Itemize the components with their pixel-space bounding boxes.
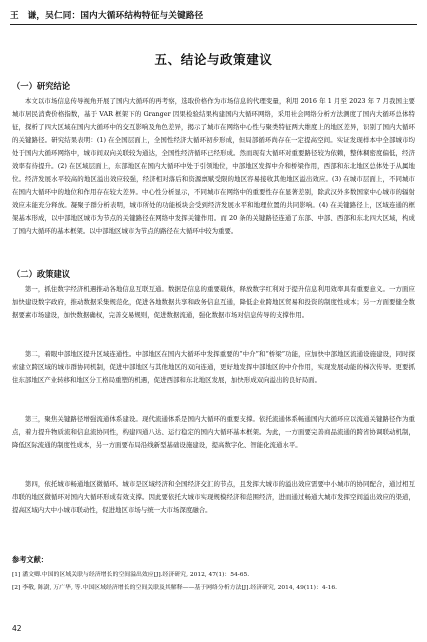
- page-number: 42: [12, 624, 22, 633]
- section-title: 五、结论与政策建议: [154, 52, 273, 67]
- subsection-heading-policy: （二）政策建议: [12, 269, 71, 279]
- header-rule: [10, 24, 417, 25]
- paragraph-policy-2: 第二，着眼中部地区提升区域连通性。中部地区在国内大循环中发挥重要的“中介”和“桥梁”功能，应加快中部地区流通设施建设，同时探索建立跨区域的城市群协同机制，促进中部地区与其他地区的双向连通，更好地发挥中部地区的中介作用，实现发展动能的梯次传导。更要抓住东部地区产业转移和地区分工格局重塑的机遇，促进西部和东北地区发展，加快形成双向溢出的良好局面。: [12, 350, 415, 384]
- paragraph-policy-1: 第一，抓住数字经济机遇推动各地信息互联互通。数据是信息的重要载体，释放数字红利对于提升信息利用效率具有重要意义。一方面应加快建设数字政府，推动数据采集规范化，促进各地数据共享和政务信息互通，降低企业跨地区贸易和投资的制度性成本；另一方面要健全数据要素市场建设，加快数据确权，完善交易规则，促进数据流通，强化数据市场对信息传导的支撑作用。: [12, 285, 415, 319]
- references-list: [12, 569, 415, 595]
- reference-item: [1] 潘文卿.中国的区域关联与经济增长的空间溢出效应[J].经济研究, 2012, 47(1)：54-65.: [12, 572, 250, 578]
- reference-item: [2] 李敬, 陈澍, 万广华, 等.中国区域经济增长的空间关联及其解释——基于网络分析方法[J].经济研究, 2014, 49(11)：4-16.: [12, 585, 337, 591]
- running-head: 王 谦，吴仁同：国内大循环结构特征与关键路径: [10, 11, 204, 21]
- paragraph-policy-4: 第四，依托城市畅通地区微循环。城市是区域经济和全国经济交汇的节点，且发挥大城市的溢出效应需要中小城市的协同配合，通过相互串联的地区微循环对国内大循环形成有效支撑。因此要依托大城市实现规模经济和范围经济，进而通过畅通大城市发挥空间溢出效应的渠道，提高区域内大中小城市联动性，促进地区市场与统一大市场深度融合。: [12, 480, 415, 514]
- references-heading: 参考文献：: [12, 555, 48, 564]
- paragraph-policy-3: 第三，聚焦关键路径增强流通体系建设。现代流通体系是国内大循环的重要支撑。依托流通体系畅通国内大循环应以流通关键路径作为重点，着力提升物质流和信息流协同性，构建四通八达、运行稳定的国内大循环基本框架。为此，一方面要完善商品流通的跨省协调联动机制，降低区际流通的制度性成本，另一方面要布局沿线新型基础设施建设，提高数字化、智能化流通水平。: [12, 415, 415, 449]
- paragraph-conclusions: 本文以市场信息传导视角开展了国内大循环的再考察，选取价格作为市场信息的代理变量，利用 2016 年 1 月至 2023 年 7 月我国主要城市居民消费价格指数，基于 VAR 框架下的 Granger 因果检验结果构建国内大循环网络，采用社会网络分析方法测度了国内大循环总体特征，探析了四大区域在国内大循环中的交互影响及角色差异，揭示了城市在网络中心性与聚类特征两大维度上的地区差异，识别了国内大循环的关键路径。研究结果表明：(1) 在全国层面上，全国性经济大循环初步形成，但局部循环尚存在一定提高空间。实证发现样本中全部城市均处于国内大循环网络中，城市间双向关联较为通达，全国性经济循环已经形成。然而现有大循环对重要路径较为依赖，整体稠密度偏低，经济效率有待提升。(2) 在区域层面上，东部地区在国内大循环中处于引领地位，中部地区发挥中介和桥梁作用，西部和东北地区总体处于从属地位。经济发展水平较高的地区溢出效应较强，经济相对落后和资源禀赋受限的地区容易接收其他地区溢出效应。(3) 在城市层面上，不同城市在国内大循环中的地位和作用存在较大差异。中心性分析显示，不同城市在网络中的重要性存在显著差别，除武汉外多数国家中心城市的辐射效应未能充分释放。凝聚子群分析表明，城市所处的功能板块会受到经济发展水平和地理位置的共同影响。(4) 在关键路径上，区域连通的框架基本形成，以中部地区城市为节点的关键路径在网络中发挥关键作用。而 20 条的关键路径连通了东部、中部、西部和东北四大区域，构成了国内大循环的基本框架。以中部地区城市为节点的路径在大循环中较为重要。: [12, 97, 415, 235]
- subsection-heading-conclusions: （一）研究结论: [12, 81, 71, 91]
